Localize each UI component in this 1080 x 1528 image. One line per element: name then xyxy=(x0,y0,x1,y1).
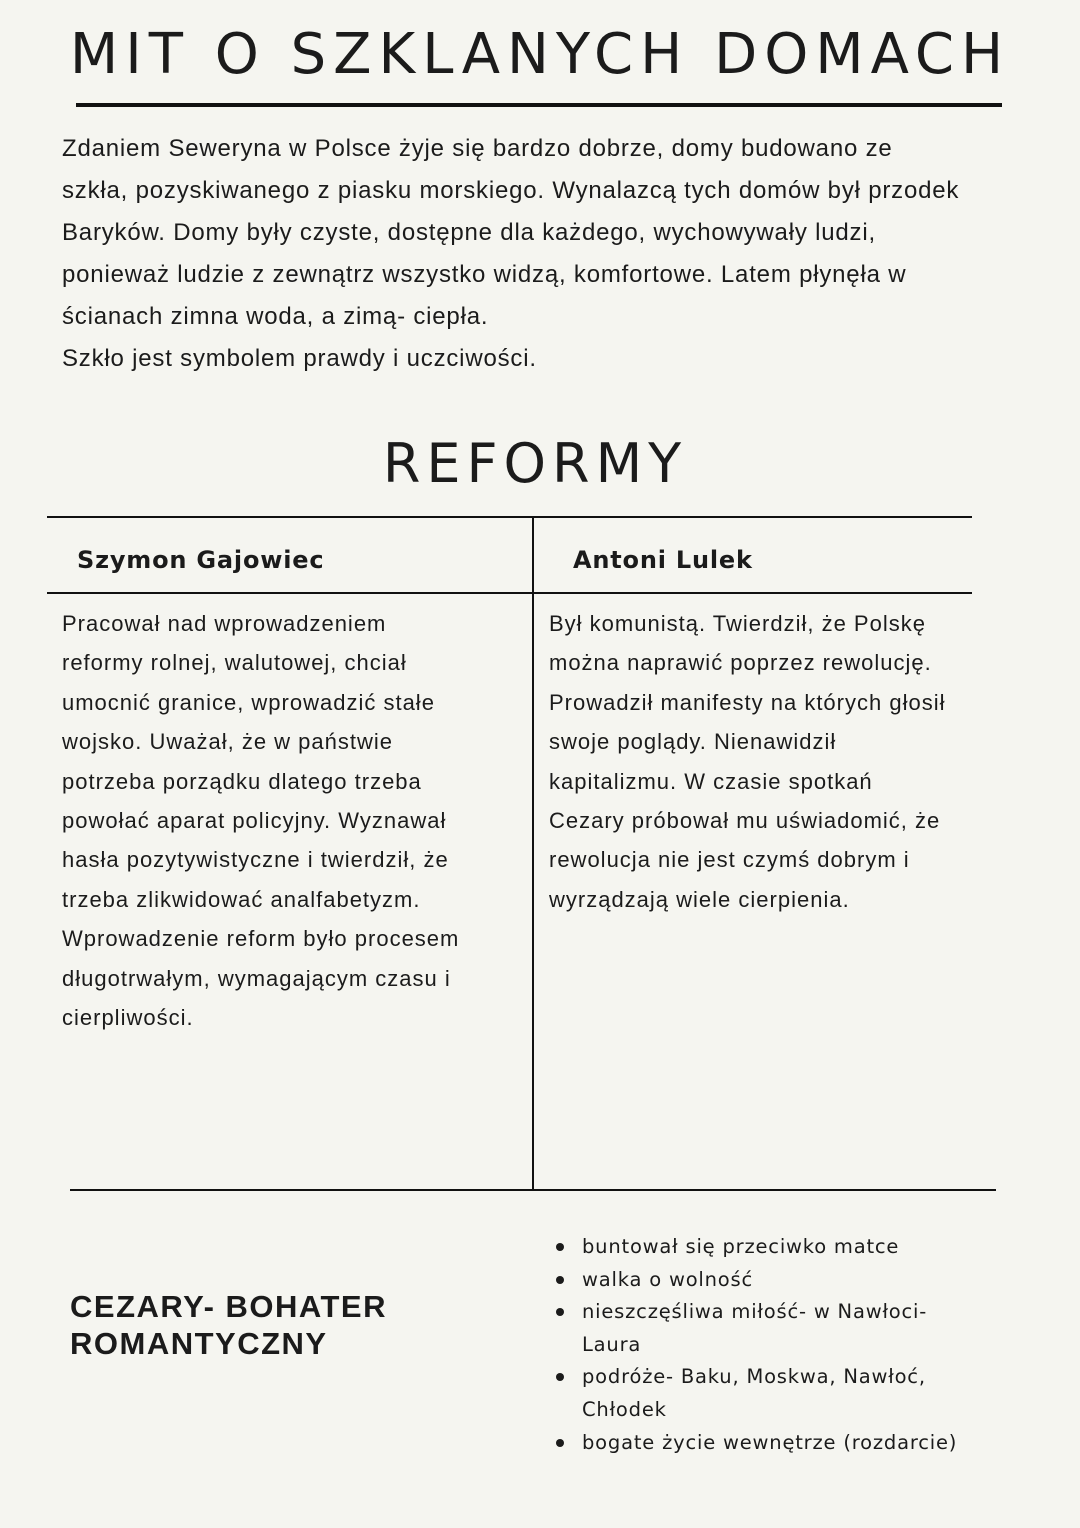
trait-text: podróże- Baku, Moskwa, Nawłoć, xyxy=(582,1365,926,1389)
trait-text: Chłodek xyxy=(582,1397,667,1421)
hero-title-line: ROMANTYCZNY xyxy=(70,1326,328,1361)
description-line: kapitalizmu. W czasie spotkań xyxy=(549,768,873,794)
list-item xyxy=(556,1361,1016,1426)
list-item xyxy=(556,1264,1016,1297)
intro-line: Szkło jest symbolem prawdy i uczciwości. xyxy=(62,345,537,372)
bullet-icon xyxy=(556,1276,564,1284)
intro-line: ścianach zimna woda, a zimą- ciepła. xyxy=(62,303,489,330)
bullet-icon xyxy=(556,1439,564,1447)
intro-line: szkła, pozyskiwanego z piasku morskiego. Wynalazcą tych domów był przodek xyxy=(62,177,960,204)
description-line: reformy rolnej, walutowej, chciał xyxy=(62,650,407,676)
column-header-lulek: Antoni Lulek xyxy=(573,546,753,574)
trait-text: nieszczęśliwa miłość- w Nawłoci- xyxy=(582,1300,928,1324)
intro-paragraph xyxy=(62,128,1052,380)
table-header-border xyxy=(47,592,972,594)
table-column-divider xyxy=(532,516,534,1191)
description-line: Był komunistą. Twierdził, że Polskę xyxy=(549,611,926,636)
hero-traits-list xyxy=(556,1231,1016,1459)
column-header-gajowiec: Szymon Gajowiec xyxy=(77,546,325,574)
intro-line: Zdaniem Seweryna w Polsce żyje się bardzo dobrze, domy budowano ze xyxy=(62,135,893,162)
description-line: wyrządzają wiele cierpienia. xyxy=(549,886,850,912)
description-line: można naprawić poprzez rewolucję. xyxy=(549,650,932,676)
gajowiec-description xyxy=(62,604,522,1037)
description-line: wojsko. Uważał, że w państwie xyxy=(62,729,394,755)
description-line: umocnić granice, wprowadzić stałe xyxy=(62,689,435,715)
hero-title xyxy=(70,1288,387,1362)
description-line: potrzeba porządku dlatego trzeba xyxy=(62,768,422,794)
reforms-title: REFORMY xyxy=(382,432,688,495)
lulek-description xyxy=(549,604,1009,919)
description-line: Cezary próbował mu uświadomić, że xyxy=(549,808,941,834)
list-item xyxy=(556,1231,1016,1264)
hero-title-line: CEZARY- BOHATER xyxy=(70,1289,387,1324)
trait-text: walka o wolność xyxy=(582,1267,754,1291)
description-line: cierpliwości. xyxy=(62,1005,194,1031)
description-line: Prowadził manifesty na których głosił xyxy=(549,689,946,715)
intro-line: Baryków. Domy były czyste, dostępne dla każdego, wychowywały ludzi, xyxy=(62,219,876,246)
description-line: długotrwałym, wymagającym czasu i xyxy=(62,965,451,991)
description-line: rewolucja nie jest czymś dobrym i xyxy=(549,847,910,873)
trait-text: bogate życie wewnętrze (rozdarcie) xyxy=(582,1430,958,1454)
bullet-icon xyxy=(556,1373,564,1381)
description-line: powołać aparat policyjny. Wyznawał xyxy=(62,808,447,834)
list-item xyxy=(556,1296,1016,1361)
table-bottom-border xyxy=(70,1189,996,1191)
trait-text: buntował się przeciwko matce xyxy=(582,1235,900,1258)
page-title: MIT O SZKLANYCH DOMACH xyxy=(69,22,1011,87)
bullet-icon xyxy=(556,1308,564,1316)
list-item xyxy=(556,1427,1016,1460)
description-line: Wprowadzenie reform było procesem xyxy=(62,926,460,952)
description-line: Pracował nad wprowadzeniem xyxy=(62,611,387,636)
title-underline xyxy=(76,103,1002,107)
table-top-border xyxy=(47,516,972,518)
description-line: swoje poglądy. Nienawidził xyxy=(549,729,837,755)
bullet-icon xyxy=(556,1243,564,1251)
description-line: trzeba zlikwidować analfabetyzm. xyxy=(62,886,421,912)
description-line: hasła pozytywistyczne i twierdził, że xyxy=(62,847,449,873)
intro-line: ponieważ ludzie z zewnątrz wszystko widzą, komfortowe. Latem płynęła w xyxy=(62,261,907,288)
trait-text: Laura xyxy=(582,1332,642,1356)
